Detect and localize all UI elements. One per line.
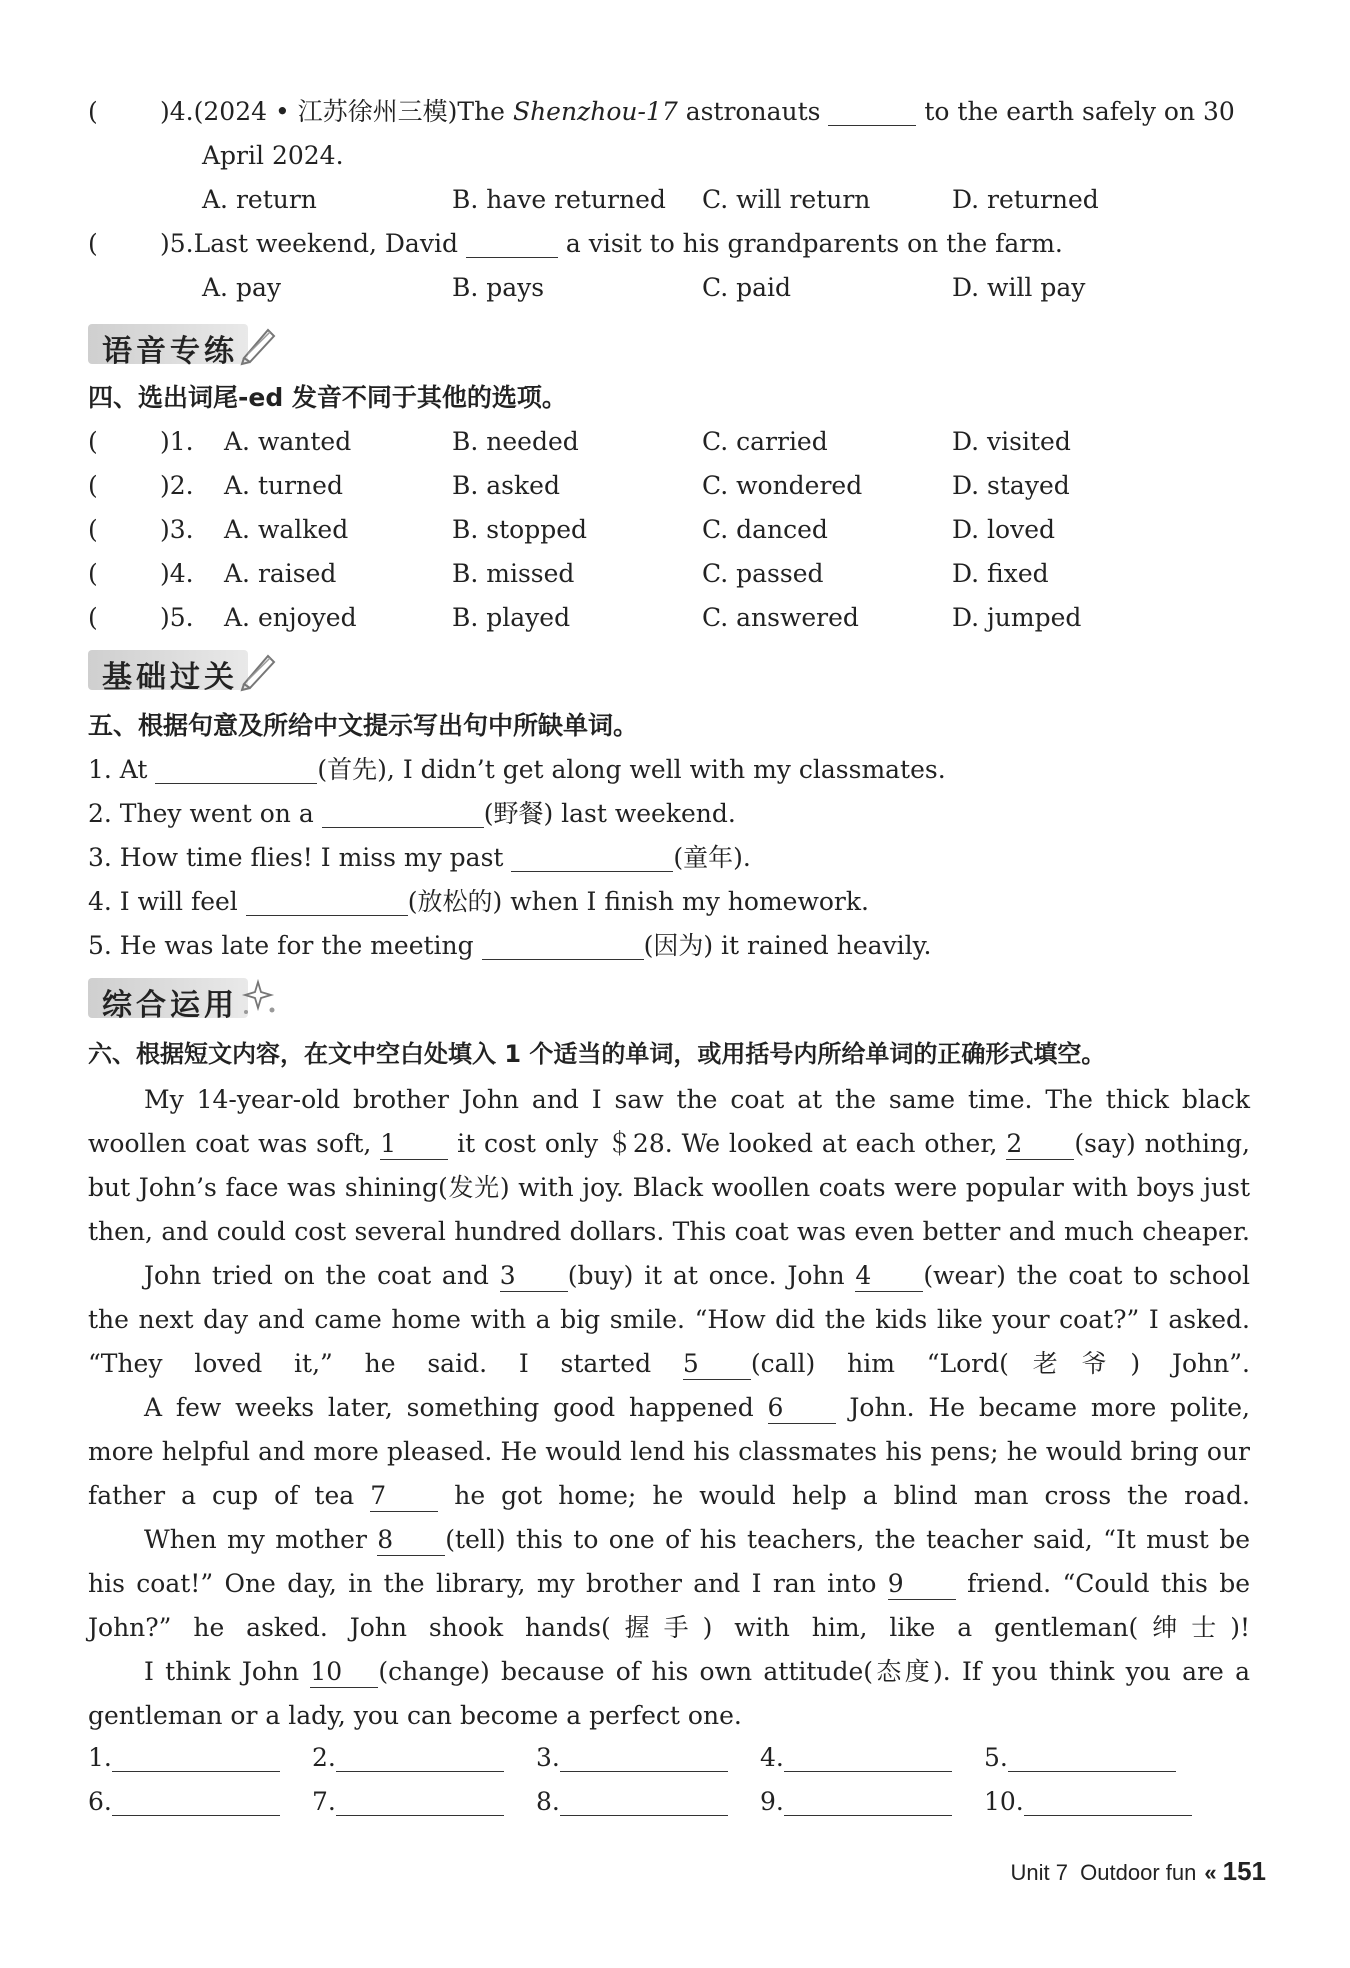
section-title-5: 五、根据句意及所给中文提示写出句中所缺单词。: [88, 711, 639, 740]
answer-blank[interactable]: [1008, 1743, 1176, 1772]
answer-paren[interactable]: (: [88, 471, 98, 500]
section-header-basics: 基础过关: [88, 644, 288, 694]
passage-blank-2[interactable]: 2: [1006, 1129, 1074, 1160]
passage-blank-3[interactable]: 3: [500, 1261, 568, 1292]
basics-item-2: 2. They went on a (野餐) last weekend.: [88, 799, 736, 828]
option-d[interactable]: D. fixed: [952, 559, 1049, 588]
option-b[interactable]: B. needed: [452, 427, 579, 456]
answer-blank[interactable]: [112, 1743, 280, 1772]
phonetics-item: ( )4.: [88, 554, 194, 594]
option-c[interactable]: C. will return: [702, 185, 871, 214]
answer-slot: 10.: [984, 1782, 1192, 1822]
option-d[interactable]: D. loved: [952, 515, 1056, 544]
basics-item-5: 5. He was late for the meeting (因为) it rained heavily.: [88, 931, 932, 960]
passage-blank-7[interactable]: 7: [370, 1481, 438, 1512]
section-header-comprehensive: 综合运用: [88, 972, 288, 1022]
question-4: ( )4.(2024 • 江苏徐州三模)The Shenzhou-17 astronauts to the earth safely on 30: [88, 92, 1235, 132]
answer-paren[interactable]: (: [88, 229, 98, 258]
answer-blank[interactable]: [784, 1743, 952, 1772]
option-d[interactable]: D. visited: [952, 427, 1071, 456]
answer-slot: 3.: [536, 1738, 728, 1778]
pencil-icon: [238, 648, 278, 692]
option-d[interactable]: D. will pay: [952, 273, 1086, 302]
option-d[interactable]: D. stayed: [952, 471, 1070, 500]
option-a[interactable]: A. pay: [202, 273, 281, 302]
unit-topic: Outdoor fun: [1080, 1860, 1197, 1885]
option-b[interactable]: B. played: [452, 603, 571, 632]
fill-blank[interactable]: [246, 887, 408, 916]
option-b[interactable]: B. stopped: [452, 515, 587, 544]
fill-blank[interactable]: [482, 931, 644, 960]
section-header-phonetics: 语音专练: [88, 318, 288, 368]
option-a[interactable]: A. turned: [224, 471, 343, 500]
pencil-icon: [238, 322, 278, 366]
answer-slot: 7.: [312, 1782, 504, 1822]
option-c[interactable]: C. carried: [702, 427, 828, 456]
question-4-cont: April 2024.: [202, 141, 344, 170]
basics-item-1: 1. At (首先), I didn’t get along well with my classmates.: [88, 755, 946, 784]
section-title-4: 四、选出词尾-ed 发音不同于其他的选项。: [88, 383, 567, 412]
passage-paragraph-2: John tried on the coat and 3 (buy) it at once. John 4 (wear) the coat to school the next day and came home with a big smile. “How did the kids like your coat?” I asked. “They loved it,” he said. I started 5 (call) him “Lord(老爷) John”.: [88, 1261, 1250, 1378]
fill-blank[interactable]: [155, 755, 317, 784]
phonetics-item: ( )5.: [88, 598, 194, 638]
answer-paren[interactable]: (: [88, 427, 98, 456]
option-c[interactable]: C. wondered: [702, 471, 863, 500]
option-d[interactable]: D. jumped: [952, 603, 1082, 632]
option-c[interactable]: C. danced: [702, 515, 828, 544]
answer-blank[interactable]: [784, 1787, 952, 1816]
answer-blank[interactable]: [336, 1743, 504, 1772]
option-a[interactable]: A. walked: [224, 515, 349, 544]
page-footer: [1010, 1856, 1266, 1887]
option-a[interactable]: A. enjoyed: [224, 603, 357, 632]
passage-paragraph-1: My 14-year-old brother John and I saw the coat at the same time. The thick black woollen coat was soft, 1 it cost only ＄28. We looked at each other, 2 (say) nothing, but John’s face was shining(发光) with joy. Black woollen coats were popular with boys just then, and could cost several hundred dollars. This coat was even better and much cheaper.: [88, 1085, 1250, 1246]
fill-blank[interactable]: [322, 799, 484, 828]
phonetics-item: ( )3.: [88, 510, 194, 550]
answer-blank[interactable]: [560, 1787, 728, 1816]
passage-blank-10[interactable]: 10: [310, 1657, 378, 1688]
answer-slot: 8.: [536, 1782, 728, 1822]
passage-blank-6[interactable]: 6: [768, 1393, 836, 1424]
option-a[interactable]: A. return: [202, 185, 317, 214]
answer-slot: 6.: [88, 1782, 280, 1822]
answer-blank[interactable]: [112, 1787, 280, 1816]
option-a[interactable]: A. wanted: [224, 427, 352, 456]
option-c[interactable]: C. paid: [702, 273, 792, 302]
passage-paragraph-3: A few weeks later, something good happened 6 John. He became more polite, more helpful and more pleased. He would lend his classmates his pens; he would bring our father a cup of tea 7 he got home; he would help a blind man cross the road.: [88, 1393, 1250, 1510]
option-b[interactable]: B. have returned: [452, 185, 666, 214]
fill-blank[interactable]: [466, 229, 558, 258]
basics-item-4: 4. I will feel (放松的) when I finish my homework.: [88, 887, 869, 916]
unit-label: Unit 7: [1010, 1860, 1068, 1885]
option-d[interactable]: D. returned: [952, 185, 1099, 214]
option-a[interactable]: A. raised: [224, 559, 337, 588]
answer-slot: 9.: [760, 1782, 952, 1822]
fill-blank[interactable]: [511, 843, 673, 872]
answer-slot: 4.: [760, 1738, 952, 1778]
passage-blank-8[interactable]: 8: [377, 1525, 445, 1556]
answer-paren[interactable]: (: [88, 97, 98, 126]
passage-blank-5[interactable]: 5: [683, 1349, 751, 1380]
phonetics-item: ( )1.: [88, 422, 194, 462]
answer-paren[interactable]: (: [88, 559, 98, 588]
option-c[interactable]: C. passed: [702, 559, 824, 588]
option-b[interactable]: B. pays: [452, 273, 545, 302]
question-5: ( )5.Last weekend, David a visit to his grandparents on the farm.: [88, 224, 1063, 264]
option-b[interactable]: B. missed: [452, 559, 575, 588]
answer-blank[interactable]: [1024, 1787, 1192, 1816]
passage-paragraph-5: I think John 10 (change) because of his own attitude(态度). If you think you are a gentleman or a lady, you can become a perfect one.: [88, 1657, 1251, 1730]
answer-slot: 2.: [312, 1738, 504, 1778]
answer-slot: 5.: [984, 1738, 1176, 1778]
passage-blank-9[interactable]: 9: [888, 1569, 956, 1600]
passage-blank-1[interactable]: 1: [380, 1129, 448, 1160]
phonetics-item: ( )2.: [88, 466, 194, 506]
answer-paren[interactable]: (: [88, 603, 98, 632]
question-source: (2024 • 江苏徐州三模): [193, 97, 458, 126]
option-b[interactable]: B. asked: [452, 471, 560, 500]
answer-blank[interactable]: [336, 1787, 504, 1816]
answer-blank[interactable]: [560, 1743, 728, 1772]
chevron-left-icon: «: [1204, 1860, 1217, 1885]
sparkle-icon: [238, 976, 282, 1020]
option-c[interactable]: C. answered: [702, 603, 859, 632]
basics-item-3: 3. How time flies! I miss my past (童年).: [88, 843, 751, 872]
section-title-6: 六、根据短文内容，在文中空白处填入 1 个适当的单词，或用括号内所给单词的正确形式填空。: [88, 1040, 1106, 1068]
answer-slot: 1.: [88, 1738, 280, 1778]
page-number: 151: [1222, 1856, 1266, 1886]
passage-paragraph-4: When my mother 8 (tell) this to one of his teachers, the teacher said, “It must be his coat!” One day, in the library, my brother and I ran into 9 friend. “Could this be John?” he asked. John shook hands(握手) with him, like a gentleman(绅士)!: [88, 1525, 1250, 1642]
fill-blank[interactable]: [828, 97, 916, 126]
answer-paren[interactable]: (: [88, 515, 98, 544]
passage-blank-4[interactable]: 4: [855, 1261, 923, 1292]
